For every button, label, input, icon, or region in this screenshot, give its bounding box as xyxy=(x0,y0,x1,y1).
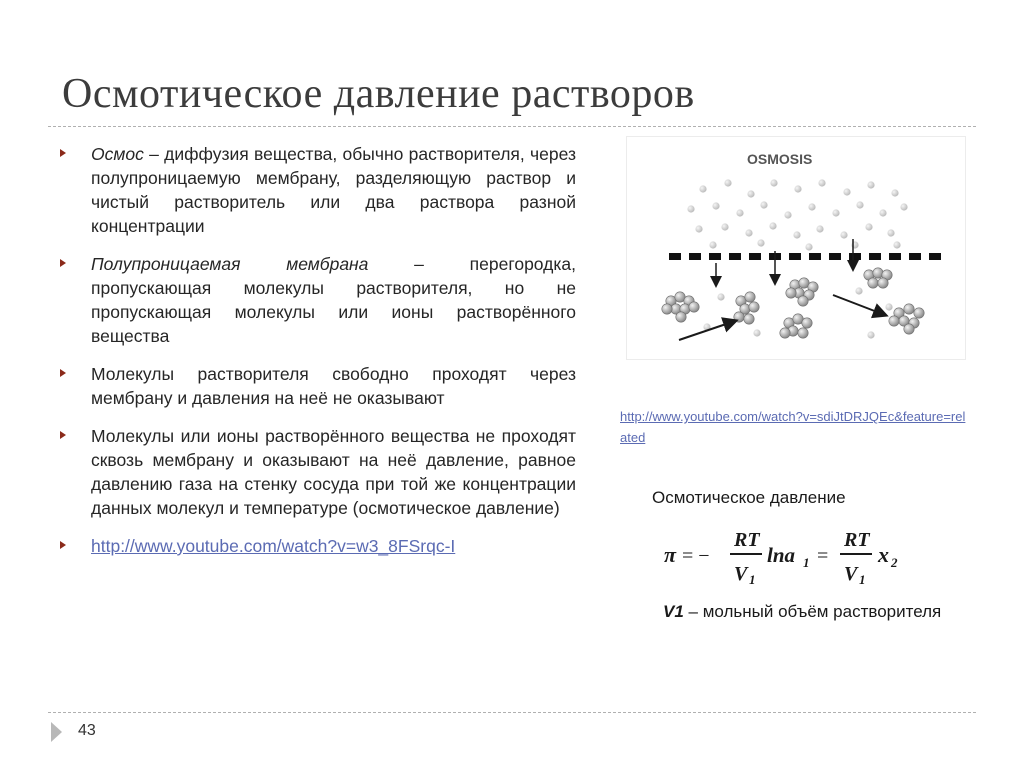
video-link-container xyxy=(620,406,970,448)
osmosis-diagram-icon xyxy=(626,136,966,360)
bullet-text: Молекулы или ионы растворённого вещества не проходят сквозь мембрану и оказывают на неё давление, равное давлению газа на стенку сосуда при той же концентрации данных молекул и температуре (осмотическое давление) xyxy=(91,426,576,518)
bullet-arrow-icon xyxy=(60,431,66,439)
formula-equals-minus: = − xyxy=(682,545,710,567)
formula-ln: lna xyxy=(767,543,796,567)
list-item xyxy=(60,362,576,410)
bullet-arrow-icon xyxy=(60,541,66,549)
formula-v-2: V xyxy=(844,563,858,585)
list-item xyxy=(60,142,576,238)
term-membrane: Полупроницаемая мембрана xyxy=(91,254,369,274)
list-item xyxy=(60,534,576,558)
list-item xyxy=(60,252,576,348)
bullet-arrow-icon xyxy=(60,149,66,157)
formula-x-sub: 2 xyxy=(891,555,898,570)
bullet-text: – диффузия вещества, обычно растворителя, через полупроницаемую мембрану, разделяющую раствор и чистый растворитель или два раствора разной концентрации xyxy=(91,144,576,236)
formula-a-sub: 1 xyxy=(803,555,810,570)
formula-v-1: V xyxy=(734,563,748,585)
page-title: Осмотическое давление растворов xyxy=(62,71,695,117)
bullet-arrow-icon xyxy=(60,369,66,377)
formula-rt-1: RT xyxy=(734,529,760,551)
list-item xyxy=(60,424,576,520)
formula-rt-2: RT xyxy=(844,529,870,551)
formula-x: x xyxy=(878,542,889,567)
page-arrow-icon xyxy=(51,722,62,742)
formula-equals: = xyxy=(817,545,829,567)
bullet-arrow-icon xyxy=(60,259,66,267)
bullet-text: – перегородка, пропускающая молекулы растворителя, но не пропускающая молекулы или ионы растворённого вещества xyxy=(91,254,576,346)
formula-v-sub-1: 1 xyxy=(749,572,756,587)
formula-pi: π xyxy=(664,542,677,567)
note-symbol: V1 xyxy=(663,602,684,621)
note-text: – мольный объём растворителя xyxy=(683,602,942,621)
bullet-list xyxy=(60,142,576,572)
figure-label: OSMOSIS xyxy=(747,151,813,167)
term-osmosis: Осмос xyxy=(91,144,144,164)
formula-v-sub-2: 1 xyxy=(859,572,866,587)
osmotic-pressure-formula xyxy=(664,524,924,588)
formula-caption: Осмотическое давление xyxy=(652,488,846,507)
page-number: 43 xyxy=(78,722,96,739)
footer-divider xyxy=(48,712,976,713)
video-link[interactable]: http://www.youtube.com/watch?v=sdiJtDRJQEc&feature=related xyxy=(620,409,966,445)
title-divider xyxy=(48,126,976,127)
bullet-text: Молекулы растворителя свободно проходят через мембрану и давления на неё не оказывают xyxy=(91,364,576,408)
youtube-link[interactable]: http://www.youtube.com/watch?v=w3_8FSrqc-I xyxy=(91,536,456,556)
formula-note xyxy=(663,602,941,622)
